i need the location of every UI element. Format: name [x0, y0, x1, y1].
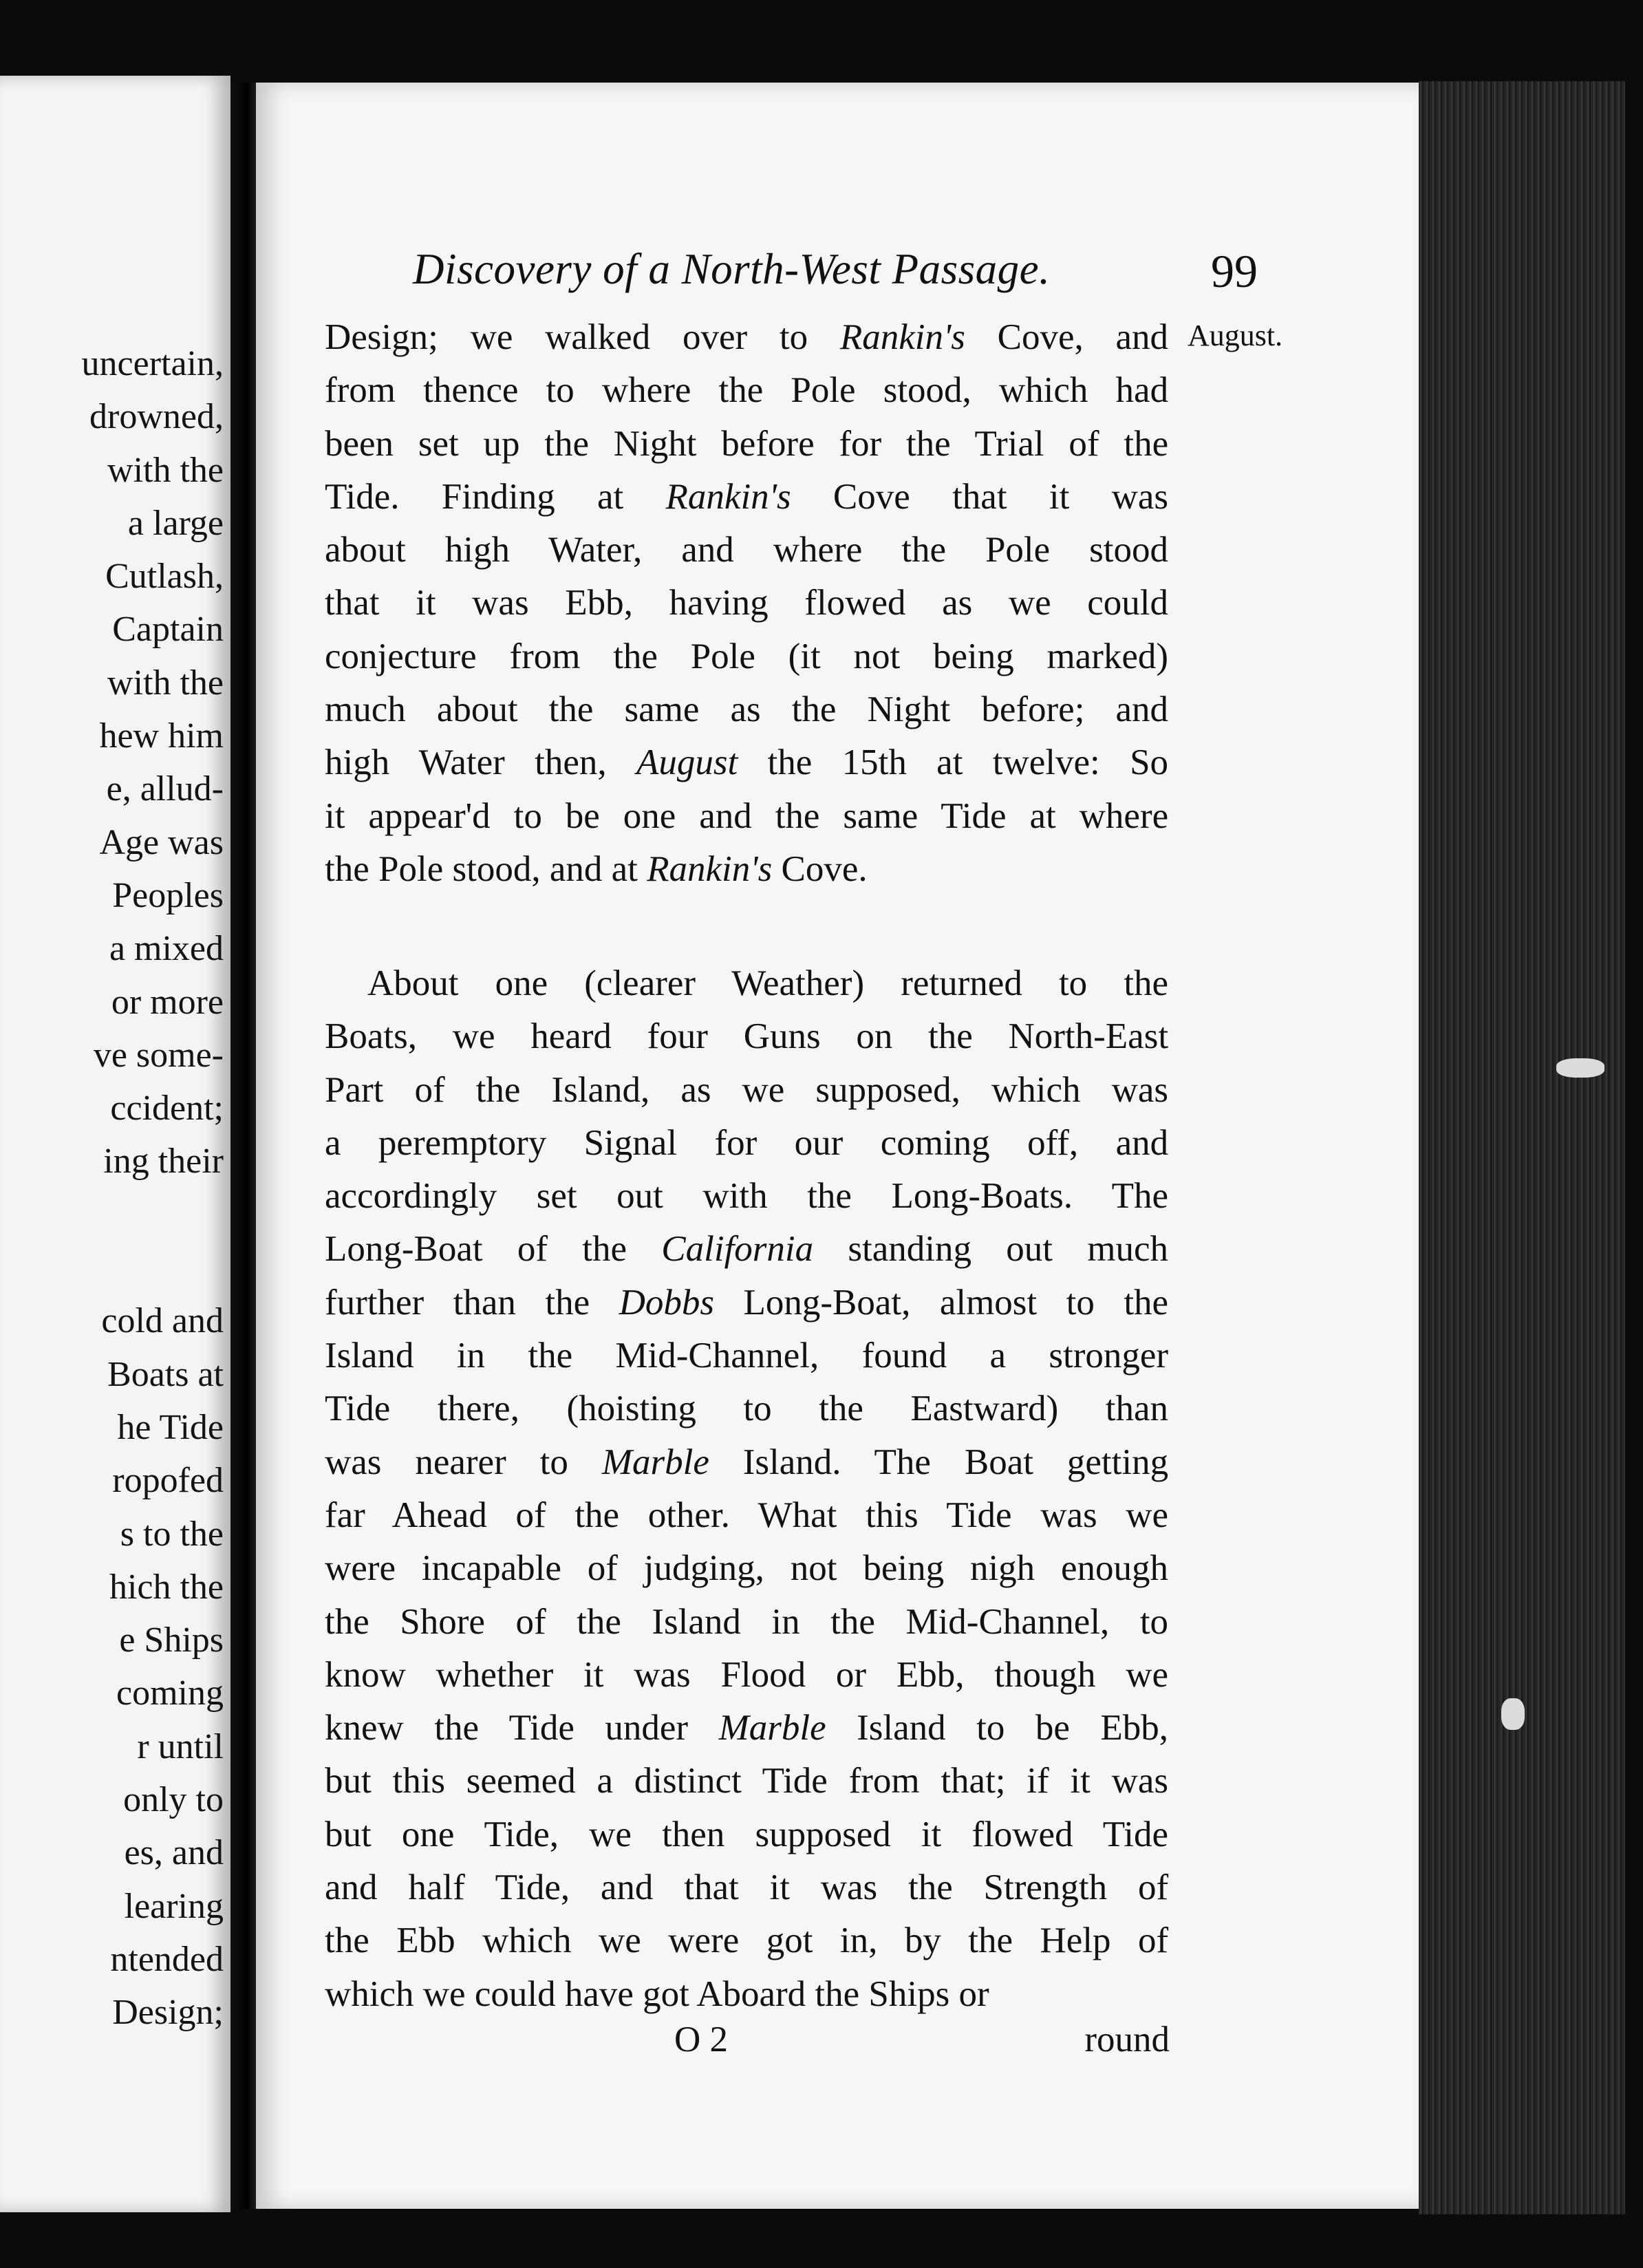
text-line: know whether it was Flood or Ebb, though we	[325, 1654, 1169, 1695]
text-line: was nearer to Marble Island. The Boat getting	[325, 1442, 1169, 1482]
left-page-line: cold and	[101, 1301, 224, 1341]
left-page-line: a mixed	[109, 929, 224, 969]
left-page-line: drowned,	[89, 397, 224, 437]
left-page-line: hich the	[109, 1567, 224, 1607]
text-line: from thence to where the Pole stood, which had	[325, 370, 1169, 411]
left-page-line: ccident;	[110, 1089, 224, 1128]
text-line: the Ebb which we were got in, by the Help of	[325, 1921, 1169, 1961]
text-line: Long-Boat of the California standing out much	[325, 1229, 1169, 1270]
left-page-line: coming	[116, 1673, 224, 1713]
text-line: it appear'd to be one and the same Tide at where	[325, 795, 1169, 836]
text-line: Tide. Finding at Rankin's Cove that it was	[325, 476, 1169, 517]
left-page-line: hew him	[99, 716, 224, 756]
left-page-line: a large	[127, 503, 224, 543]
left-page-line: only to	[123, 1780, 224, 1820]
text-line: high Water then, August the 15th at twelve: So	[325, 742, 1169, 783]
signature-mark: O 2	[674, 2020, 729, 2060]
footer-line	[674, 2019, 1170, 2067]
text-line: conjecture from the Pole (it not being marked)	[325, 636, 1169, 676]
text-line: the Pole stood, and at Rankin's Cove.	[325, 848, 868, 889]
left-page-line: s to the	[120, 1514, 224, 1554]
paragraph-2	[325, 957, 1168, 2021]
left-page-line: Age was	[99, 822, 224, 862]
text-line: Design; we walked over to Rankin's Cove, and	[325, 317, 1169, 357]
left-page-line	[0, 1241, 224, 1294]
text-line: about high Water, and where the Pole stood	[325, 530, 1169, 570]
left-page-line	[0, 1188, 224, 1241]
text-line: which we could have got Aboard the Ships or	[325, 1973, 989, 2014]
left-page-line: with the	[107, 450, 224, 490]
text-line: but this seemed a distinct Tide from that; if it was	[325, 1761, 1168, 1801]
text-line: and half Tide, and that it was the Strength of	[325, 1868, 1169, 1908]
text-line: that it was Ebb, having flowed as we could	[325, 583, 1169, 623]
left-page-line: ropofed	[112, 1461, 224, 1501]
left-page-line: r until	[137, 1726, 224, 1766]
left-page-line: learing	[124, 1886, 224, 1926]
left-page-line: ve some-	[93, 1035, 224, 1075]
left-page-line: he Tide	[117, 1407, 224, 1447]
left-page-line: e, allud-	[106, 769, 224, 809]
left-page-line: e Ships	[119, 1620, 224, 1660]
text-line: were incapable of judging, not being nigh enough	[325, 1548, 1169, 1589]
text-line: far Ahead of the other. What this Tide was we	[325, 1495, 1169, 1535]
text-line: knew the Tide under Marble Island to be Ebb,	[325, 1708, 1169, 1748]
page-edges	[1419, 81, 1625, 2214]
left-page-line: Boats at	[107, 1354, 224, 1394]
text-line: Island in the Mid-Channel, found a stronger	[325, 1336, 1169, 1376]
left-page-line: Design;	[112, 1993, 224, 2033]
text-line: Tide there, (hoisting to the Eastward) than	[325, 1389, 1168, 1429]
left-page-line: ntended	[110, 1939, 224, 1979]
left-page-line: with the	[107, 663, 224, 703]
text-line: About one (clearer Weather) returned to the	[367, 963, 1169, 1003]
catchword: round	[1084, 2020, 1170, 2060]
text-line: been set up the Night before for the Trial of the	[325, 423, 1169, 464]
text-line: Boats, we heard four Guns on the North-East	[325, 1016, 1169, 1057]
text-line: a peremptory Signal for our coming off, and	[325, 1122, 1169, 1163]
text-line: the Shore of the Island in the Mid-Channel, to	[325, 1601, 1169, 1642]
left-page-line: es, and	[124, 1833, 224, 1873]
book-gutter	[230, 83, 258, 2209]
left-page-line: uncertain,	[81, 344, 224, 383]
text-line: accordingly set out with the Long-Boats. The	[325, 1176, 1168, 1217]
text-line: further than the Dobbs Long-Boat, almost to the	[325, 1282, 1169, 1323]
left-page-fragment	[0, 76, 230, 2212]
left-page-text	[0, 337, 224, 2040]
text-line: much about the same as the Night before; and	[325, 689, 1169, 730]
paper-fleck	[1501, 1698, 1525, 1730]
left-page-line: Cutlash,	[105, 557, 224, 597]
margin-note: August.	[1188, 319, 1283, 352]
text-line: Part of the Island, as we supposed, which was	[325, 1069, 1169, 1110]
running-head: Discovery of a North-West Passage.	[413, 245, 1051, 293]
page-number: 99	[1211, 245, 1258, 297]
left-page-line: Peoples	[112, 875, 224, 915]
text-line: but one Tide, we then supposed it flowed Tide	[325, 1814, 1168, 1854]
paper-fleck	[1556, 1058, 1604, 1078]
paragraph-1	[325, 311, 1168, 896]
left-page-line: ing their	[103, 1142, 224, 1181]
left-page-line: Captain	[112, 610, 224, 650]
left-page-line: or more	[111, 982, 224, 1022]
